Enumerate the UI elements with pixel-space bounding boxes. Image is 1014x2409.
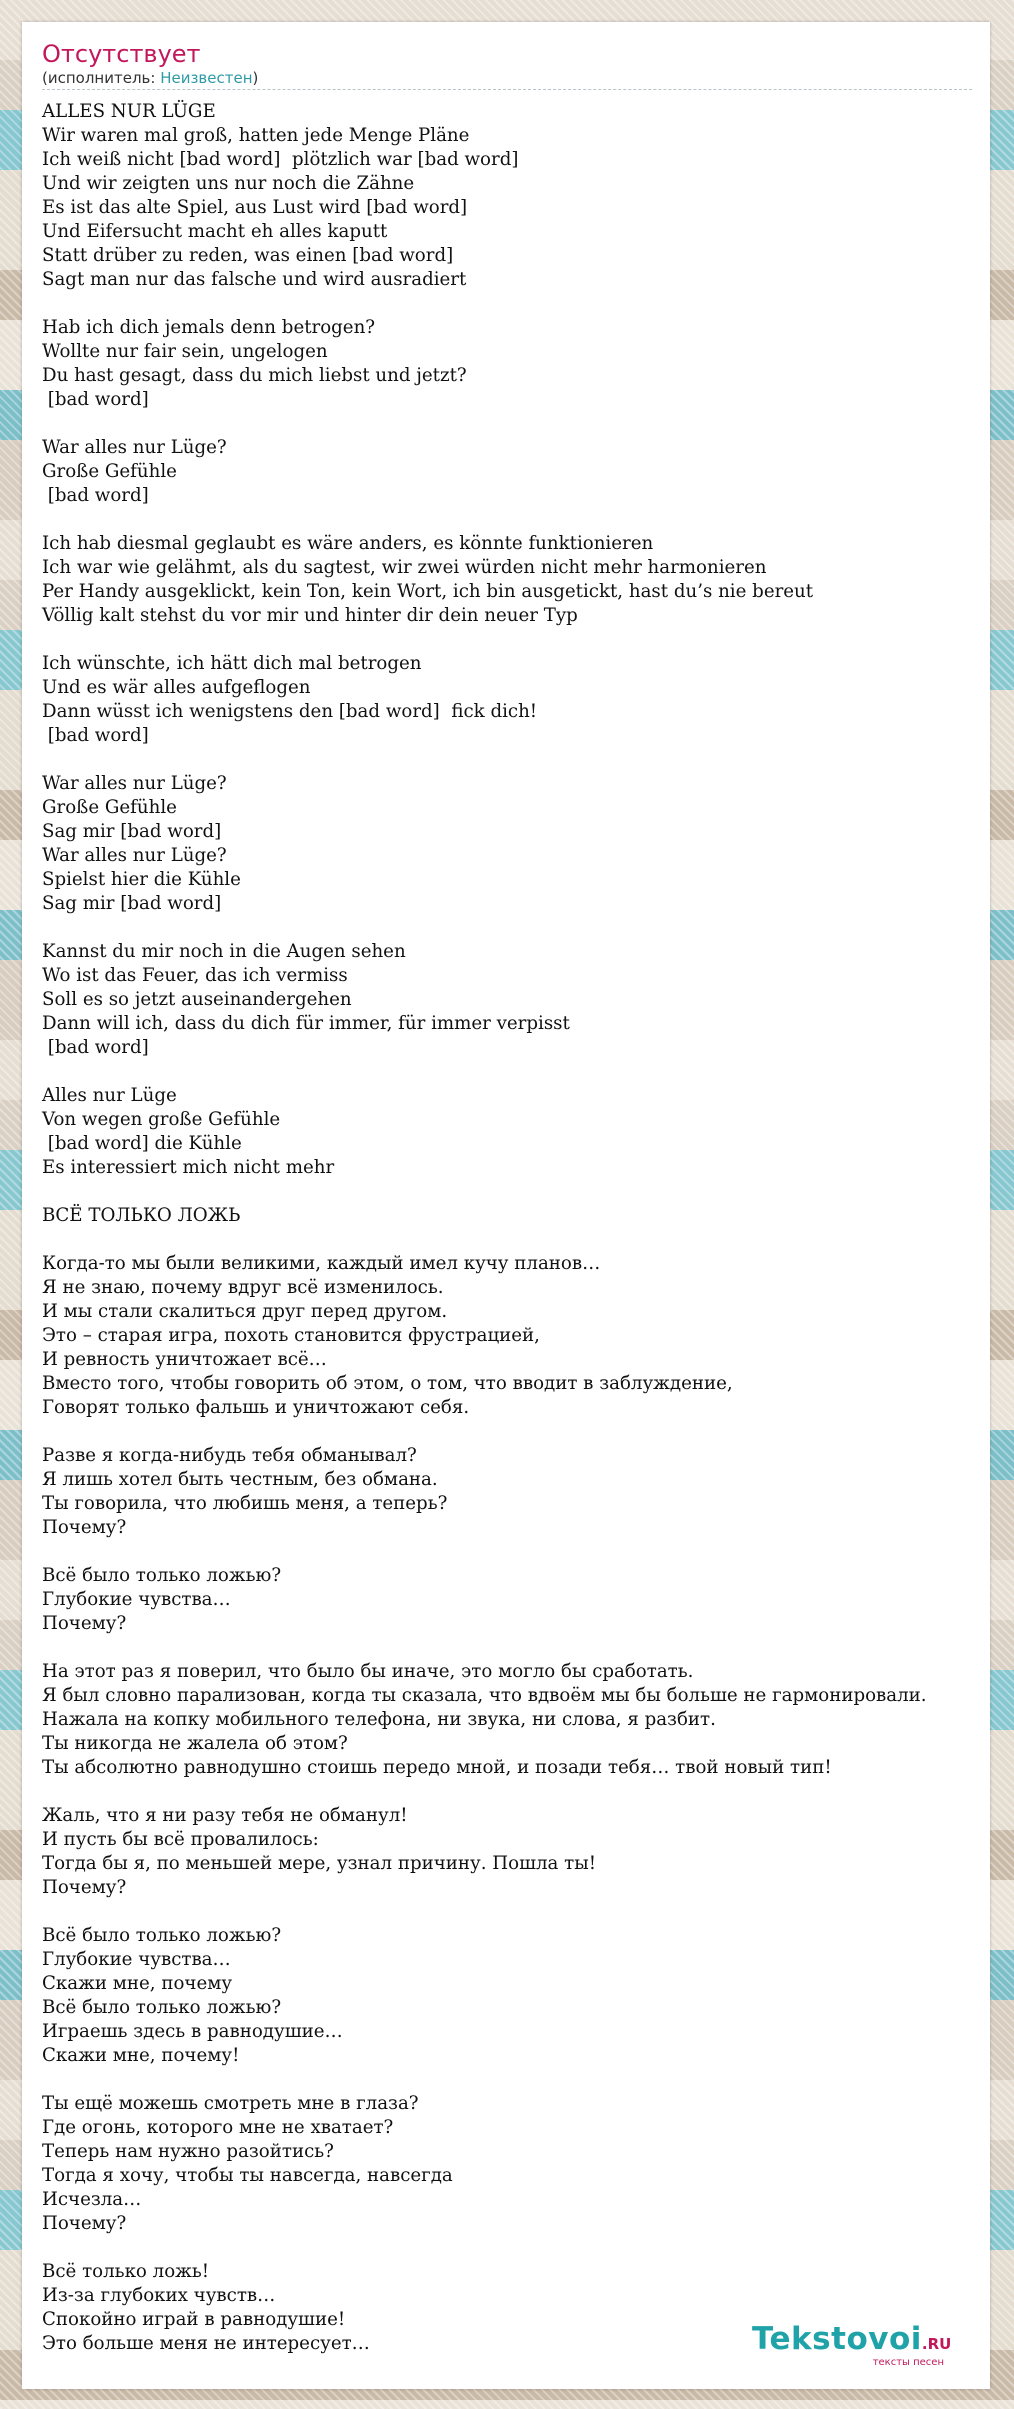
lyric-line: Скажи мне, почему! [42, 2045, 240, 2066]
lyric-line: Ты говорила, что любишь меня, а теперь? [42, 1493, 448, 1514]
logo-tagline: тексты песен [872, 2357, 944, 2368]
lyric-line: Völlig kalt stehst du vor mir und hinter dir dein neuer Typ [42, 605, 578, 626]
lyric-line: Soll es so jetzt auseinandergehen [42, 989, 352, 1010]
lyric-line: Я был словно парализован, когда ты сказала, что вдвоём мы бы больше не гармонировали. [42, 1685, 927, 1706]
lyrics-page [22, 22, 990, 2389]
lyric-line: Große Gefühle [42, 461, 177, 482]
lyric-line: Und wir zeigten uns nur noch die Zähne [42, 173, 415, 194]
logo-wordmark [752, 2321, 951, 2357]
lyric-line: Es ist das alte Spiel, aus Lust wird [bad word] [42, 197, 468, 218]
lyric-line: Всё было только ложью? [42, 1997, 282, 2018]
lyric-line: Тогда бы я, по меньшей мере, узнал причину. Пошла ты! [42, 1853, 596, 1874]
lyric-line: Ich weiß nicht [bad word] plötzlich war [bad word] [42, 149, 519, 170]
lyric-line: Это – старая игра, похоть становится фрустрацией, [42, 1325, 540, 1346]
lyric-line: Жаль, что я ни разу тебя не обманул! [42, 1805, 408, 1826]
lyric-line: Spielst hier die Kühle [42, 869, 241, 890]
lyric-line: Dann wüsst ich wenigstens den [bad word] fick dich! [42, 701, 538, 722]
lyric-line: Alles nur Lüge [42, 1085, 177, 1106]
lyric-line: Von wegen große Gefühle [42, 1109, 281, 1130]
title-divider [42, 89, 972, 90]
lyric-line: Говорят только фальшь и уничтожают себя. [42, 1397, 470, 1418]
lyric-line: [bad word] [42, 1037, 149, 1058]
lyric-line: Statt drüber zu reden, was einen [bad word] [42, 245, 454, 266]
lyric-line: Und Eifersucht macht eh alles kaputt [42, 221, 388, 242]
lyric-line: И мы стали скалиться друг перед другом. [42, 1301, 448, 1322]
lyric-line: [bad word] [42, 389, 149, 410]
lyric-line: Wo ist das Feuer, das ich vermiss [42, 965, 348, 986]
lyric-line: [bad word] die Kühle [42, 1133, 242, 1154]
song-title: Отсутствует [42, 40, 201, 68]
lyric-line: Почему? [42, 1877, 127, 1898]
lyric-line: Из-за глубоких чувств… [42, 2285, 276, 2306]
logo-name: Tekstovoi [752, 2321, 922, 2357]
lyric-line: Нажала на копку мобильного телефона, ни звука, ни слова, я разбит. [42, 1709, 716, 1730]
lyric-line: Где огонь, которого мне не хватает? [42, 2117, 394, 2138]
lyric-line: Dann will ich, dass du dich für immer, für immer verpisst [42, 1013, 570, 1034]
lyric-line: Исчезла… [42, 2189, 142, 2210]
artist-suffix: ) [252, 69, 259, 87]
lyric-line: Ты абсолютно равнодушно стоишь передо мной, и позади тебя… твой новый тип! [42, 1757, 832, 1778]
lyric-line: Вместо того, чтобы говорить об этом, о том, что вводит в заблуждение, [42, 1373, 733, 1394]
lyric-line: Я не знаю, почему вдруг всё изменилось. [42, 1277, 444, 1298]
lyric-line: Глубокие чувства… [42, 1589, 231, 1610]
artist-link[interactable]: Неизвестен [160, 69, 253, 87]
lyric-line: Играешь здесь в равнодушие… [42, 2021, 343, 2042]
lyric-line: Wollte nur fair sein, ungelogen [42, 341, 328, 362]
lyric-line: На этот раз я поверил, что было бы иначе, это могло бы сработать. [42, 1661, 694, 1682]
lyric-line: Es interessiert mich nicht mehr [42, 1157, 335, 1178]
lyric-line: И ревность уничтожает всё… [42, 1349, 327, 1370]
lyric-line: Всё только ложь! [42, 2261, 210, 2282]
lyric-line: Тогда я хочу, чтобы ты навсегда, навсегда [42, 2165, 453, 2186]
lyric-line: Всё было только ложью? [42, 1565, 282, 1586]
lyric-line: War alles nur Lüge? [42, 437, 227, 458]
lyric-line: Почему? [42, 1613, 127, 1634]
lyric-line: Всё было только ложью? [42, 1925, 282, 1946]
lyric-line: Почему? [42, 1517, 127, 1538]
lyric-line: Разве я когда-нибудь тебя обманывал? [42, 1445, 417, 1466]
lyric-line: Почему? [42, 2213, 127, 2234]
lyric-line: Du hast gesagt, dass du mich liebst und jetzt? [42, 365, 467, 386]
logo-tld: .RU [921, 2335, 952, 2353]
lyric-line: Спокойно играй в равнодушие! [42, 2309, 346, 2330]
lyric-line: Wir waren mal groß, hatten jede Menge Pläne [42, 125, 470, 146]
lyrics-text [42, 100, 990, 2356]
lyric-line: И пусть бы всё провалилось: [42, 1829, 319, 1850]
lyric-line: Ты никогда не жалела об этом? [42, 1733, 348, 1754]
lyric-line: Sagt man nur das falsche und wird ausradiert [42, 269, 467, 290]
lyric-line: [bad word] [42, 725, 149, 746]
lyric-line: Ты ещё можешь смотреть мне в глаза? [42, 2093, 419, 2114]
lyric-line: Sag mir [bad word] [42, 821, 222, 842]
lyric-line: Ich war wie gelähmt, als du sagtest, wir zwei würden nicht mehr harmonieren [42, 557, 767, 578]
lyric-line: Und es wär alles aufgeflogen [42, 677, 311, 698]
lyric-line: Это больше меня не интересует… [42, 2333, 370, 2354]
lyric-line: Глубокие чувства… [42, 1949, 231, 1970]
lyric-line: Per Handy ausgeklickt, kein Ton, kein Wort, ich bin ausgetickt, hast du’s nie bereut [42, 581, 814, 602]
lyric-line: Große Gefühle [42, 797, 177, 818]
lyric-line: War alles nur Lüge? [42, 845, 227, 866]
lyric-line: War alles nur Lüge? [42, 773, 227, 794]
lyric-line: Hab ich dich jemals denn betrogen? [42, 317, 376, 338]
artist-prefix: (исполнитель: [42, 69, 161, 87]
lyric-line: Ich hab diesmal geglaubt es wäre anders, es könnte funktionieren [42, 533, 654, 554]
artist-line [42, 69, 258, 87]
lyric-line: Когда-то мы были великими, каждый имел кучу планов… [42, 1253, 601, 1274]
lyric-line: Sag mir [bad word] [42, 893, 222, 914]
site-logo[interactable] [752, 2321, 962, 2367]
lyric-line: ВСЁ ТОЛЬКО ЛОЖЬ [42, 1205, 241, 1226]
lyric-line: Ich wünschte, ich hätt dich mal betrogen [42, 653, 422, 674]
lyric-line: Скажи мне, почему [42, 1973, 233, 1994]
lyric-line: Я лишь хотел быть честным, без обмана. [42, 1469, 438, 1490]
lyric-line: ALLES NUR LÜGE [42, 101, 216, 122]
lyric-line: Теперь нам нужно разойтись? [42, 2141, 334, 2162]
lyric-line: [bad word] [42, 485, 149, 506]
lyric-line: Kannst du mir noch in die Augen sehen [42, 941, 406, 962]
